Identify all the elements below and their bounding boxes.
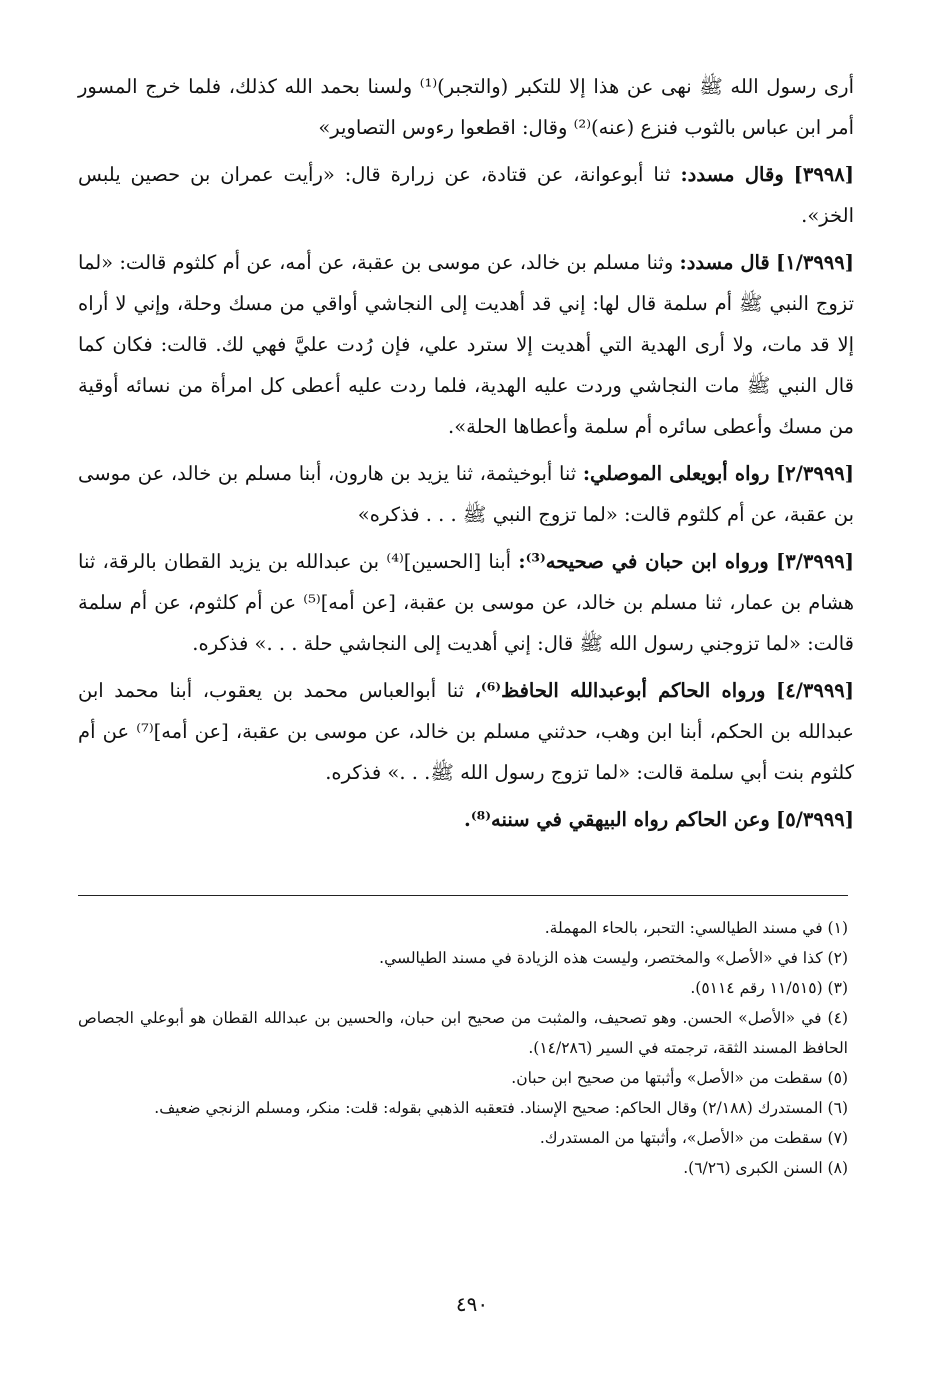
footnote-4: (٤) في «الأصل» الحسن. وهو تصحيف، والمثبت من صحيح ابن حبان، والحسين بن عبدالله القطان هو أبوعلي الجصاص الحافظ المسند الثقة، ترجمته في السير (١٤/٢٨٦).	[78, 1009, 848, 1057]
footnote-7: (٧) سقطت من «الأصل»، وأثبتها من المستدرك.	[539, 1129, 848, 1147]
paragraph-3999-2	[78, 453, 854, 535]
page-number: ٤٩٠	[455, 1292, 489, 1316]
hadith-number: [١/٣٩٩٩]	[776, 251, 854, 274]
footnote-8: (٨) السنن الكبرى (٦/٢٦).	[683, 1159, 848, 1177]
footnote-5: (٥) سقطت من «الأصل» وأثبتها من صحيح ابن حبان.	[511, 1069, 848, 1087]
paragraph-text: أرى رسول الله ﷺ نهى عن هذا إلا للتكبر (والتجبر)⁽¹⁾ ولسنا بحمد الله كذلك، فلما خرج المسور أمر ابن عباس بالثوب فنزع (عنه)⁽²⁾ وقال: اقطعوا رءوس التصاوير»	[78, 75, 855, 139]
hadith-number: [٤/٣٩٩٩]	[776, 679, 855, 702]
paragraph-3998	[78, 154, 854, 236]
paragraph-3999-5	[78, 799, 854, 840]
paragraph-3999-1	[78, 242, 854, 447]
footnotes	[78, 913, 848, 1183]
paragraph-text: ثنا أبوعوانة، عن قتادة، عن زرارة قال: «رأيت عمران بن حصين يلبس الخز».	[78, 163, 854, 227]
paragraph-3999-3	[78, 541, 854, 664]
paragraph-text: ثنا أبوالعباس محمد بن يعقوب، أبنا محمد ابن عبدالله بن الحكم، أبنا ابن وهب، حدثني مسلم بن خالد، عن موسى بن عقبة، [عن أمه]⁽⁷⁾ عن أم كلثوم بنت أبي سلمة قالت: «لما تزوج رسول الله ﷺ. . .» فذكره.	[78, 679, 854, 784]
hadith-lead: وقال مسدد:	[680, 163, 784, 186]
hadith-lead: ورواه الحاكم أبوعبدالله الحافظ⁽⁶⁾،	[474, 679, 766, 702]
paragraph-continuation	[78, 66, 854, 148]
paragraph-text: ثنا أبوخيثمة، ثنا يزيد بن هارون، أبنا مسلم بن خالد، عن موسى بن عقبة، عن أم كلثوم قالت: «لما تزوج النبي ﷺ . . . فذكره»	[78, 462, 854, 526]
hadith-lead: ورواه ابن حبان في صحيحه⁽³⁾:	[518, 550, 769, 573]
footnote-2: (٢) كذا في «الأصل» والمختصر، وليست هذه الزيادة في مسند الطيالسي.	[379, 949, 848, 967]
hadith-number: [٥/٣٩٩٩]	[776, 808, 854, 831]
hadith-number: [٣٩٩٨]	[793, 163, 854, 186]
hadith-number: [٢/٣٩٩٩]	[776, 462, 855, 485]
hadith-lead: وعن الحاكم رواه البيهقي في سننه⁽⁸⁾.	[464, 808, 770, 831]
footnote-3: (٣) (١١/٥١٥ رقم ٥١١٤).	[690, 979, 848, 997]
hadith-number: [٣/٣٩٩٩]	[776, 550, 855, 573]
paragraph-text: وثنا مسلم بن خالد، عن موسى بن عقبة، عن أمه، عن أم كلثوم قالت: «لما تزوج النبي ﷺ أم سلمة قال لها: إني قد أهديت إلى النجاشي أواقي من مسك وحلة، وإني لا أراه إلا قد مات، ولا أرى الهدية التي أهديت إلا سترد علي، فإن رُدت عليَّ فهي لك. قالت: فكان كما قال النبي ﷺ مات النجاشي وردت عليه الهدية، فلما ردت عليه أعطى كل امرأة من نسائه أوقية من مسك وأعطى سائره أم سلمة وأعطاها الحلة».	[78, 251, 854, 438]
main-text	[78, 66, 854, 846]
paragraph-3999-4	[78, 670, 854, 793]
footnote-1: (١) في مسند الطيالسي: التحبر، بالحاء المهملة.	[544, 919, 848, 937]
footnote-divider	[78, 895, 848, 896]
hadith-lead: قال مسدد:	[679, 251, 770, 274]
footnote-6: (٦) المستدرك (٢/١٨٨) وقال الحاكم: صحيح الإسناد. فتعقبه الذهبي بقوله: قلت: منكر، ومسلم الزنجي ضعيف.	[154, 1099, 848, 1117]
hadith-lead: رواه أبويعلى الموصلي:	[582, 462, 770, 485]
paragraph-text: أبنا [الحسين]⁽⁴⁾ بن عبدالله بن يزيد القطان بالرقة، ثنا هشام بن عمار، ثنا مسلم بن خالد، عن موسى بن عقبة، [عن أمه]⁽⁵⁾ عن أم كلثوم، عن أم سلمة قالت: «لما تزوجني رسول الله ﷺ قال: إني أهديت إلى النجاشي حلة . . .» فذكره.	[78, 550, 854, 655]
